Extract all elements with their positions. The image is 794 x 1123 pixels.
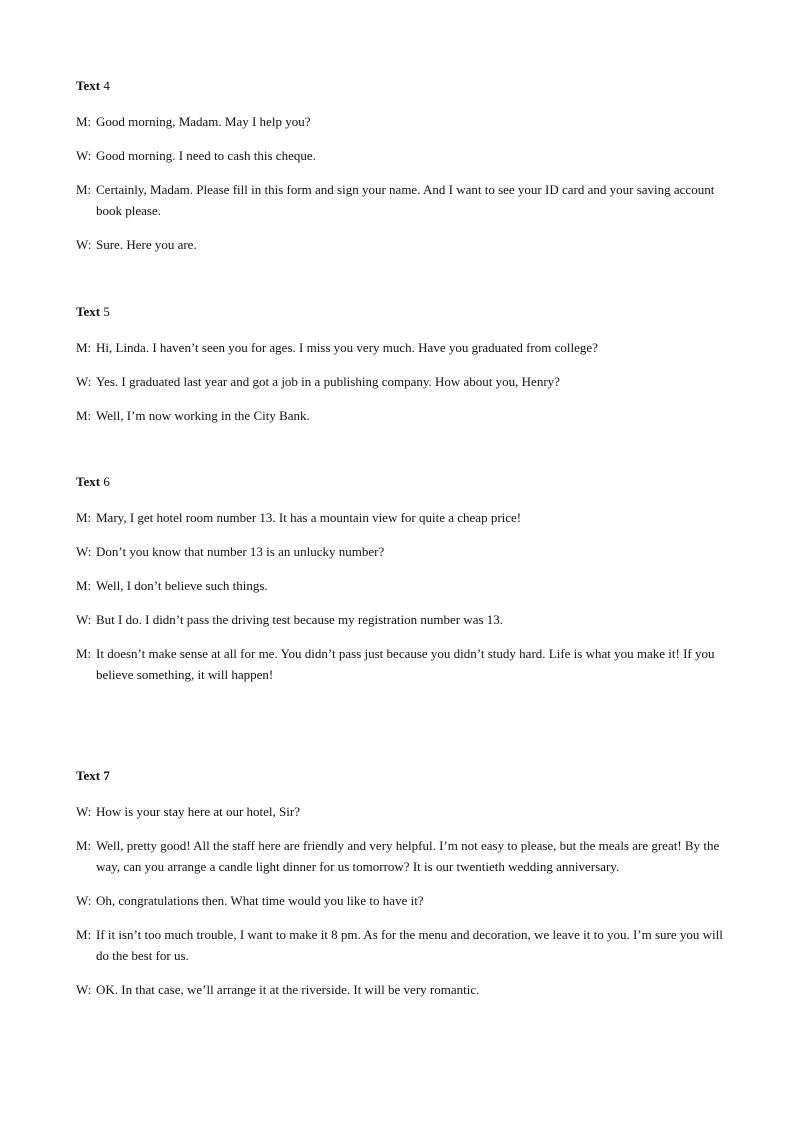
speaker-label: M: bbox=[76, 510, 92, 525]
heading-label: Text bbox=[76, 78, 101, 93]
line-text: Sure. Here you are. bbox=[96, 237, 197, 252]
speaker-label: W: bbox=[76, 148, 92, 163]
dialogue-line bbox=[76, 111, 724, 132]
section-heading bbox=[76, 303, 724, 321]
dialogue-section bbox=[76, 303, 724, 439]
line-text: Hi, Linda. I haven’t seen you for ages. I miss you very much. Have you graduated from college? bbox=[96, 340, 598, 355]
line-text: Oh, congratulations then. What time would you like to have it? bbox=[96, 893, 424, 908]
speaker-label: W: bbox=[76, 237, 92, 252]
line-text: If it isn’t too much trouble, I want to make it 8 pm. As for the menu and decoration, we leave it to you. I’m sure you will do the best for us. bbox=[96, 927, 723, 963]
speaker-label: M: bbox=[76, 182, 92, 197]
line-text: Well, pretty good! All the staff here are friendly and very helpful. I’m not easy to please, but the meals are great! By the way, can you arrange a candle light dinner for us tomorrow? It is our twentieth wedding anniversary. bbox=[96, 838, 720, 874]
line-text: It doesn’t make sense at all for me. You didn’t pass just because you didn’t study hard. Life is what you make it! If you believe something, it will happen! bbox=[96, 646, 715, 682]
speaker-label: W: bbox=[76, 893, 92, 908]
line-text: But I do. I didn’t pass the driving test because my registration number was 13. bbox=[96, 612, 504, 627]
line-text: Certainly, Madam. Please fill in this form and sign your name. And I want to see your ID card and your saving account book please. bbox=[96, 182, 715, 218]
dialogue-line bbox=[76, 234, 724, 255]
line-text: Good morning, Madam. May I help you? bbox=[96, 114, 311, 129]
heading-label: Text bbox=[76, 304, 101, 319]
speaker-label: M: bbox=[76, 578, 92, 593]
line-text: Well, I’m now working in the City Bank. bbox=[96, 408, 310, 423]
section-heading bbox=[76, 77, 724, 95]
dialogue-line bbox=[76, 405, 724, 426]
dialogue-line bbox=[76, 507, 724, 528]
line-text: Good morning. I need to cash this cheque. bbox=[96, 148, 316, 163]
line-text: OK. In that case, we’ll arrange it at the riverside. It will be very romantic. bbox=[96, 982, 480, 997]
heading-label: Text 7 bbox=[76, 768, 110, 783]
dialogue-line bbox=[76, 179, 724, 221]
line-text: Well, I don’t believe such things. bbox=[96, 578, 268, 593]
speaker-label: W: bbox=[76, 982, 92, 997]
speaker-label: M: bbox=[76, 114, 92, 129]
dialogue-section bbox=[76, 473, 724, 698]
heading-number: 6 bbox=[103, 474, 110, 489]
section-heading bbox=[76, 767, 724, 785]
dialogue-line bbox=[76, 643, 724, 685]
line-text: How is your stay here at our hotel, Sir? bbox=[96, 804, 300, 819]
dialogue-line bbox=[76, 890, 724, 911]
line-text: Yes. I graduated last year and got a job in a publishing company. How about you, Henry? bbox=[96, 374, 560, 389]
speaker-label: M: bbox=[76, 838, 92, 853]
dialogue-line bbox=[76, 337, 724, 358]
dialogue-line bbox=[76, 371, 724, 392]
speaker-label: M: bbox=[76, 646, 92, 661]
speaker-label: W: bbox=[76, 612, 92, 627]
speaker-label: W: bbox=[76, 804, 92, 819]
dialogue-section bbox=[76, 77, 724, 268]
dialogue-section bbox=[76, 767, 724, 1013]
dialogue-line bbox=[76, 924, 724, 966]
dialogue-line bbox=[76, 835, 724, 877]
speaker-label: M: bbox=[76, 340, 92, 355]
speaker-label: W: bbox=[76, 374, 92, 389]
heading-number: 4 bbox=[103, 78, 110, 93]
heading-number: 5 bbox=[103, 304, 110, 319]
dialogue-line bbox=[76, 979, 724, 1000]
line-text: Mary, I get hotel room number 13. It has a mountain view for quite a cheap price! bbox=[96, 510, 522, 525]
dialogue-line bbox=[76, 541, 724, 562]
speaker-label: W: bbox=[76, 544, 92, 559]
dialogue-line bbox=[76, 801, 724, 822]
speaker-label: M: bbox=[76, 408, 92, 423]
dialogue-line bbox=[76, 145, 724, 166]
speaker-label: M: bbox=[76, 927, 92, 942]
section-heading bbox=[76, 473, 724, 491]
heading-label: Text bbox=[76, 474, 101, 489]
line-text: Don’t you know that number 13 is an unlucky number? bbox=[96, 544, 385, 559]
dialogue-line bbox=[76, 609, 724, 630]
dialogue-line bbox=[76, 575, 724, 596]
